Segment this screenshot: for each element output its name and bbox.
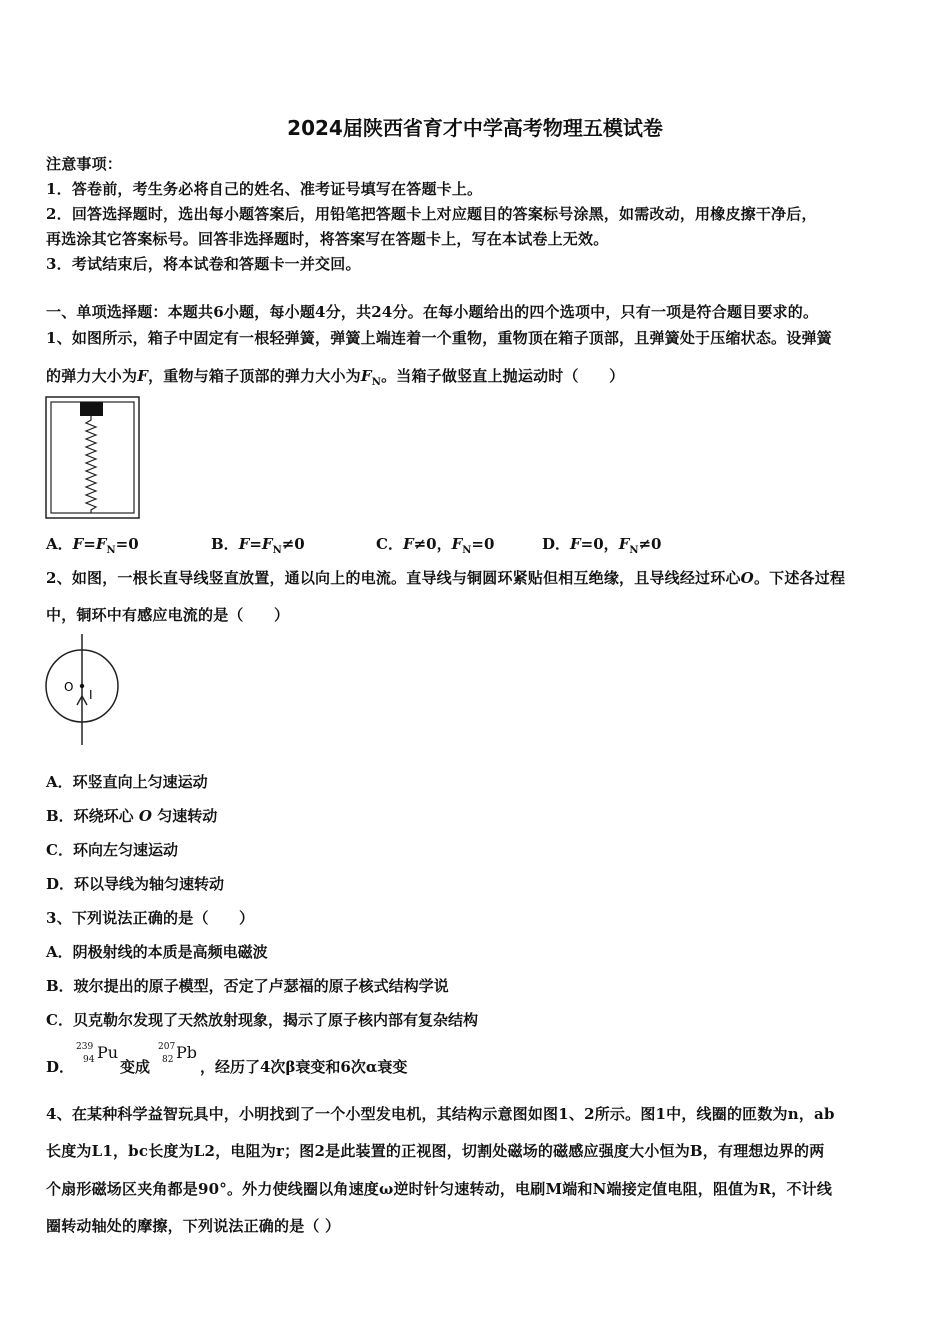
label-I: I [89,688,93,702]
q2-optB-text: B．环绕环心 [46,807,134,825]
q3-option-c[interactable]: C．贝克勒尔发现了天然放射现象，揭示了原子核内部有复杂结构 [46,1011,478,1029]
var-O: O [138,807,152,825]
q1-stem-line2 [46,365,624,388]
q1-text: ，重物与箱子顶部的弹力大小为 [148,367,361,385]
pb-mass-number: 207 [158,1042,176,1052]
pb-atomic-number: 82 [162,1055,174,1065]
notice-item: 3．考试结束后，将本试卷和答题卡一并交回。 [46,255,361,273]
spring-box-figure [45,396,141,520]
label-O: O [64,680,74,694]
var-FN: F [360,367,372,385]
q2-option-a[interactable]: A．环竖直向上匀速运动 [46,773,208,791]
q1-text: 的弹力大小为 [46,367,138,385]
var-F: F [137,367,149,385]
q3-optD-label: D． [46,1058,75,1076]
q2-stem-line2: 中，铜环中有感应电流的是（ ） [46,606,290,624]
q3-option-a[interactable]: A．阴极射线的本质是高频电磁波 [46,943,268,961]
q2-optB-text: 匀速转动 [157,807,218,825]
pb-symbol: Pb [176,1043,198,1062]
q2-stem-line1 [46,567,845,588]
q4-stem-line1: 4、在某种科学益智玩具中，小明找到了一个小型发电机，其结构示意图如图1、2所示。图1中，线圈的匝数为n，ab [46,1105,835,1123]
var-O: O [740,569,754,587]
notice-heading: 注意事项： [46,155,123,173]
spring [86,416,96,513]
page-title: 2024届陕西省育才中学高考物理五模试卷 [287,116,663,140]
q2-option-b[interactable] [46,805,217,826]
q2-option-c[interactable]: C．环向左匀速运动 [46,841,178,859]
q1-option-a[interactable]: A．$F=F_N=0$ [46,535,139,556]
q3-option-d[interactable] [46,1040,466,1076]
change-word: 变成 [120,1058,151,1076]
subscript-N: N [371,377,382,388]
q4-stem-line4: 圈转动轴处的摩擦，下列说法正确的是（ ） [46,1217,341,1235]
q1-option-c[interactable]: C．F≠0，$F_N=0$ [376,535,495,556]
q1-stem-line1: 1、如图所示，箱子中固定有一根轻弹簧，弹簧上端连着一个重物，重物顶在箱子顶部，且弹簧处于压缩状态。设弹簧 [46,329,832,347]
notice-item: 2．回答选择题时，选出每小题答案后，用铅笔把答题卡上对应题目的答案标号涂黑，如需改动，用橡皮擦干净后， [46,205,817,223]
q1-option-b[interactable]: B．$F=F_N\ne 0$ [211,535,305,556]
ring-wire-figure [40,632,124,748]
q2-text: 2、如图，一根长直导线竖直放置，通以向上的电流。直导线与铜圆环紧贴但相互绝缘，且导线经过环心 [46,569,741,587]
pu-symbol: Pu [97,1043,119,1062]
q3-stem: 3、下列说法正确的是（ ） [46,909,255,927]
pu-mass-number: 239 [76,1042,94,1052]
q4-stem-line2: 长度为L1，bc长度为L2，电阻为r；图2是此装置的正视图，切割处磁场的磁感应强度大小恒为B，有理想边界的两 [46,1142,825,1160]
q1-text: 。当箱子做竖直上抛运动时（ ） [381,367,625,385]
section-heading: 一、单项选择题：本题共6小题，每小题4分，共24分。在每小题给出的四个选项中，只有一项是符合题目要求的。 [46,303,819,321]
weight-block [80,402,103,416]
q3-optD-tail: ，经历了4次β衰变和6次α衰变 [200,1058,408,1076]
notice-item: 1．答卷前，考生务必将自己的姓名、准考证号填写在答题卡上。 [46,180,483,198]
q2-text: 。下述各过程 [753,569,846,587]
q4-stem-line3: 个扇形磁场区夹角都是90°。外力使线圈以角速度ω逆时针匀速转动，电刷M端和N端接定值电阻，阻值为R，不计线 [46,1180,833,1198]
pu-atomic-number: 94 [83,1055,95,1065]
notice-item: 再选涂其它答案标号。回答非选择题时，将答案写在答题卡上，写在本试卷上无效。 [46,230,609,248]
q1-option-d[interactable]: D．F=0，$F_N\ne 0$ [542,535,662,556]
q3-option-b[interactable]: B．玻尔提出的原子模型，否定了卢瑟福的原子核式结构学说 [46,977,449,995]
q2-option-d[interactable]: D．环以导线为轴匀速转动 [46,875,225,893]
ring-center [80,684,84,688]
